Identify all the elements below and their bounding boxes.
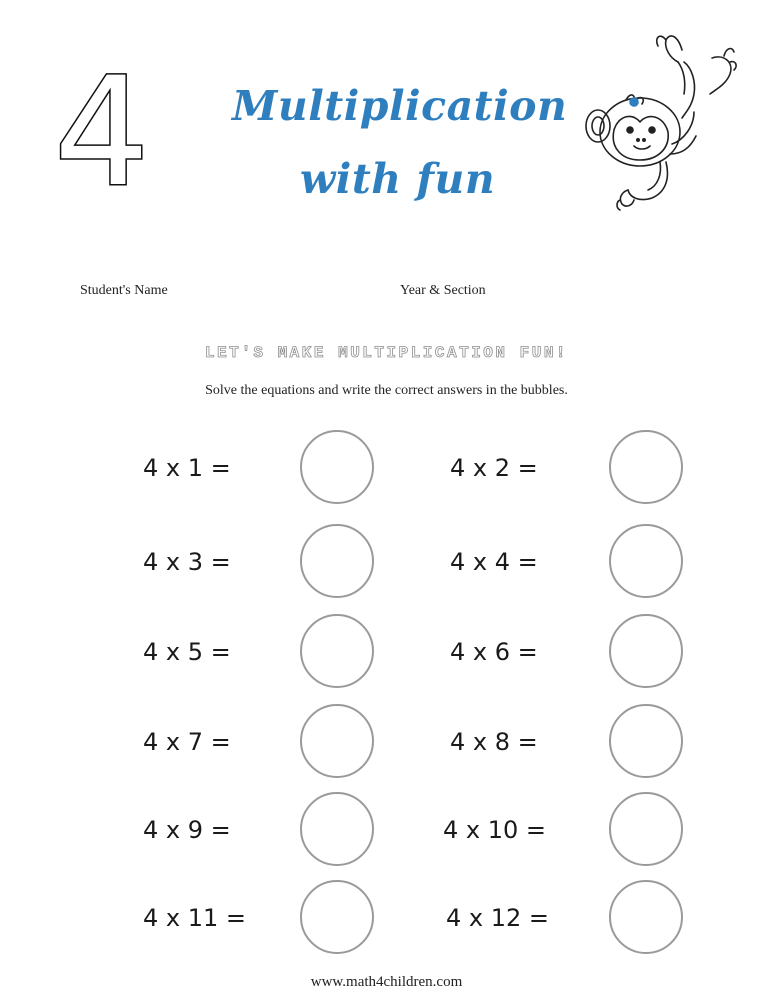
instructions: Solve the equations and write the correct answers in the bubbles. (205, 383, 568, 398)
answer-bubble-5[interactable] (300, 614, 374, 688)
answer-bubble-1[interactable] (300, 430, 374, 504)
subtitle: LET'S MAKE MULTIPLICATION FUN! (204, 344, 569, 362)
equation-3: 4 x 3 = (143, 548, 231, 576)
equation-9: 4 x 9 = (143, 816, 231, 844)
footer-website[interactable]: www.math4children.com (310, 974, 463, 990)
answer-bubble-3[interactable] (300, 524, 374, 598)
equation-6: 4 x 6 = (450, 638, 538, 666)
answer-bubble-9[interactable] (300, 792, 374, 866)
numeral-text: 4 (54, 60, 150, 190)
equation-8: 4 x 8 = (450, 728, 538, 756)
big-numeral-four (52, 60, 162, 190)
answer-bubble-11[interactable] (300, 880, 374, 954)
title-line-1: Multiplication (232, 82, 568, 130)
answer-bubble-7[interactable] (300, 704, 374, 778)
answer-bubble-12[interactable] (609, 880, 683, 954)
answer-bubble-6[interactable] (609, 614, 683, 688)
equation-12: 4 x 12 = (446, 904, 550, 932)
year-section-label: Year & Section (400, 283, 486, 298)
title-line-2: with fun (300, 155, 496, 203)
answer-bubble-2[interactable] (609, 430, 683, 504)
equation-2: 4 x 2 = (450, 454, 538, 482)
answer-bubble-10[interactable] (609, 792, 683, 866)
equation-1: 4 x 1 = (143, 454, 231, 482)
equation-10: 4 x 10 = (443, 816, 547, 844)
equation-5: 4 x 5 = (143, 638, 231, 666)
answer-bubble-4[interactable] (609, 524, 683, 598)
equation-4: 4 x 4 = (450, 548, 538, 576)
answer-bubble-8[interactable] (609, 704, 683, 778)
student-name-label: Student's Name (80, 283, 168, 298)
monkey-icon (574, 22, 744, 222)
equation-7: 4 x 7 = (143, 728, 231, 756)
equation-11: 4 x 11 = (143, 904, 247, 932)
